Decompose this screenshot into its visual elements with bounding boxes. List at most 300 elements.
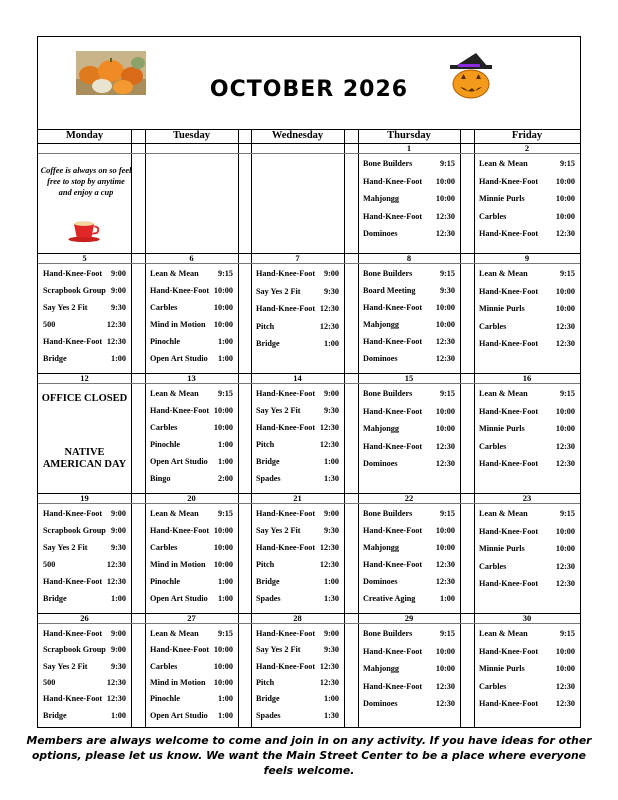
event-row (256, 287, 339, 296)
day-header-wednesday: Wednesday (271, 130, 324, 141)
event-time: 12:30 (319, 321, 339, 331)
event-name: Pinochle (150, 577, 181, 586)
event-name: Hand-Knee-Foot (479, 459, 539, 468)
event-row (256, 662, 339, 671)
event-name: Bingo (150, 474, 171, 483)
event-name: Lean & Mean (150, 629, 199, 638)
event-row (363, 229, 455, 238)
event-row (363, 194, 455, 203)
event-time: 12:30 (319, 661, 339, 671)
event-name: Mahjongg (363, 543, 399, 552)
event-time: 10:00 (435, 543, 455, 552)
event-name: Pitch (256, 678, 275, 687)
event-name: Hand-Knee-Foot (150, 406, 210, 415)
event-name: Spades (256, 710, 281, 720)
event-name: Hand-Knee-Foot (256, 629, 316, 638)
event-time: 1:00 (110, 710, 126, 720)
event-row (479, 407, 575, 416)
event-row (363, 699, 455, 708)
event-time: 12:30 (435, 459, 455, 468)
event-name: Hand-Knee-Foot (363, 406, 423, 416)
date-number: 12 (80, 373, 89, 383)
event-time: 12:30 (435, 577, 455, 586)
event-name: Pinochle (150, 337, 181, 346)
gap-divider (580, 129, 581, 727)
date-number: 29 (404, 613, 414, 623)
event-row (479, 647, 575, 656)
event-row (363, 303, 455, 312)
event-row (150, 389, 233, 398)
date-number: 1 (406, 143, 412, 153)
event-name: Lean & Mean (479, 389, 528, 398)
event-row (479, 287, 575, 296)
event-time: 10:00 (435, 406, 455, 416)
coffee-cup-icon (66, 219, 104, 243)
event-name: Mind in Motion (150, 560, 206, 569)
event-name: Mind in Motion (150, 678, 206, 687)
event-name: Spades (256, 474, 281, 483)
event-row (150, 629, 233, 638)
event-row (363, 682, 455, 691)
event-row (43, 694, 126, 703)
event-time: 10:00 (435, 320, 455, 329)
event-time: 9:15 (559, 269, 575, 278)
event-row (363, 442, 455, 451)
column-divider (145, 129, 146, 727)
event-row (43, 645, 126, 654)
event-name: Hand-Knee-Foot (43, 509, 103, 518)
event-row (256, 339, 339, 348)
event-time: 10:00 (435, 424, 455, 433)
date-row-divider (38, 503, 580, 504)
column-divider (251, 129, 252, 727)
date-number: 14 (293, 373, 302, 383)
event-time: 1:00 (217, 337, 233, 346)
event-row (256, 629, 339, 638)
event-row (479, 699, 575, 708)
event-row (150, 594, 233, 603)
event-name: Mahjongg (363, 194, 399, 203)
event-time: 9:30 (323, 406, 339, 415)
event-time: 9:00 (110, 509, 126, 518)
event-time: 12:30 (555, 321, 575, 331)
event-name: Minnie Purls (479, 424, 525, 433)
date-number: 6 (189, 253, 194, 263)
event-name: Lean & Mean (479, 509, 528, 518)
event-time: 9:15 (559, 509, 575, 518)
event-name: Hand-Knee-Foot (479, 176, 539, 186)
event-time: 12:30 (106, 320, 126, 329)
footer-note: Members are always welcome to come and join in on any activity. If you have ideas for other options, please let us know. We want the Main Street Center to be a place where everyone feels welcome. (26, 734, 592, 777)
event-time: 12:30 (106, 694, 126, 704)
date-number: 8 (406, 253, 412, 263)
event-row (479, 304, 575, 313)
event-time: 9:15 (559, 159, 575, 168)
event-row (150, 269, 233, 278)
event-row (363, 286, 455, 295)
event-name: Pitch (256, 440, 275, 449)
date-number: 2 (524, 143, 530, 153)
event-name: Bone Builders (363, 159, 413, 168)
event-row (479, 177, 575, 186)
office-closed-label: OFFICE CLOSED (41, 393, 128, 404)
date-number: 16 (522, 373, 532, 383)
event-name: Hand-Knee-Foot (363, 646, 423, 656)
event-row (363, 664, 455, 673)
coffee-note: Coffee is always on so feel free to stop by anytime and enjoy a cup (40, 166, 132, 197)
event-time: 10:00 (213, 320, 233, 329)
event-time: 1:00 (217, 440, 233, 449)
event-time: 10:00 (555, 646, 575, 656)
event-row (150, 354, 233, 363)
event-name: Bridge (256, 577, 280, 586)
event-row (479, 509, 575, 518)
event-name: Bridge (43, 710, 67, 720)
event-time: 10:00 (213, 560, 233, 569)
event-row (256, 711, 339, 720)
event-row (150, 577, 233, 586)
event-name: Minnie Purls (479, 664, 525, 673)
date-number: 27 (187, 613, 196, 623)
date-number: 19 (80, 493, 89, 503)
event-time: 9:00 (323, 629, 339, 638)
event-name: Bridge (43, 354, 67, 363)
event-time: 12:30 (555, 229, 575, 238)
event-row (363, 509, 455, 518)
event-time: 10:00 (555, 526, 575, 536)
event-time: 12:30 (555, 561, 575, 571)
event-row (150, 457, 233, 466)
event-row (363, 424, 455, 433)
event-time: 10:00 (435, 646, 455, 656)
event-name: Minnie Purls (479, 194, 525, 203)
event-time: 12:30 (106, 560, 126, 569)
event-name: Creative Aging (363, 594, 416, 603)
event-name: Hand-Knee-Foot (363, 560, 423, 569)
event-row (479, 579, 575, 588)
event-row (43, 711, 126, 720)
date-number: 5 (82, 253, 87, 263)
event-name: Hand-Knee-Foot (256, 661, 316, 671)
event-time: 9:30 (323, 645, 339, 655)
event-row (256, 694, 339, 703)
event-name: Lean & Mean (479, 159, 528, 168)
date-number: 9 (524, 253, 530, 263)
event-time: 12:30 (555, 441, 575, 451)
event-name: Lean & Mean (479, 269, 528, 278)
gap-divider (238, 129, 239, 727)
event-row (363, 269, 455, 278)
event-time: 1:00 (217, 577, 233, 586)
event-time: 12:30 (435, 560, 455, 569)
event-row (479, 322, 575, 331)
event-name: Hand-Knee-Foot (256, 509, 316, 518)
event-time: 12:30 (555, 579, 575, 588)
event-name: Spades (256, 594, 281, 603)
event-name: Minnie Purls (479, 304, 525, 313)
event-row (363, 337, 455, 346)
event-name: Bone Builders (363, 509, 413, 518)
event-row (256, 526, 339, 535)
event-name: Carbles (479, 321, 507, 331)
event-time: 1:00 (110, 594, 126, 603)
event-row (150, 423, 233, 432)
calendar-page (37, 36, 581, 728)
event-name: Lean & Mean (150, 389, 199, 398)
event-time: 9:30 (110, 661, 126, 671)
event-name: Carbles (150, 543, 178, 552)
event-time: 1:00 (217, 457, 233, 466)
event-name: Open Art Studio (150, 457, 208, 466)
event-name: Carbles (150, 303, 178, 312)
event-time: 12:30 (435, 699, 455, 708)
event-row (363, 212, 455, 221)
event-name: Say Yes 2 Fit (256, 406, 301, 415)
event-time: 10:00 (213, 406, 233, 415)
event-name: Hand-Knee-Foot (256, 304, 316, 313)
date-number: 20 (187, 493, 196, 503)
event-time: 10:00 (213, 303, 233, 312)
event-time: 9:00 (110, 286, 126, 295)
event-row (150, 711, 233, 720)
event-name: Bone Builders (363, 629, 413, 638)
event-row (43, 526, 126, 535)
date-number: 23 (522, 493, 532, 503)
event-name: Say Yes 2 Fit (43, 543, 88, 552)
event-name: Dominoes (363, 459, 398, 468)
event-row (363, 543, 455, 552)
event-row (256, 304, 339, 313)
event-name: Hand-Knee-Foot (256, 423, 316, 432)
event-row (256, 269, 339, 278)
event-time: 12:30 (435, 354, 455, 363)
event-time: 9:30 (110, 303, 126, 312)
event-time: 9:15 (439, 159, 455, 168)
event-name: Pitch (256, 321, 275, 331)
event-row (43, 269, 126, 278)
event-row (479, 159, 575, 168)
event-name: Hand-Knee-Foot (43, 337, 103, 346)
event-name: Lean & Mean (150, 269, 199, 278)
date-number: 15 (404, 373, 414, 383)
event-row (479, 629, 575, 638)
event-time: 1:00 (439, 594, 455, 603)
event-time: 9:00 (323, 389, 339, 398)
page-title: OCTOBER 2026 (209, 77, 409, 102)
event-time: 9:15 (217, 629, 233, 638)
event-time: 2:00 (217, 474, 233, 483)
event-row (256, 594, 339, 603)
event-name: Hand-Knee-Foot (43, 269, 103, 278)
event-row (479, 664, 575, 673)
day-header-friday: Friday (511, 130, 543, 141)
gap-divider (344, 129, 345, 727)
event-time: 12:30 (435, 337, 455, 346)
event-name: Carbles (479, 211, 507, 221)
event-row (43, 337, 126, 346)
event-name: Hand-Knee-Foot (43, 629, 103, 638)
event-time: 9:30 (323, 526, 339, 535)
event-time: 10:00 (555, 194, 575, 203)
event-name: Hand-Knee-Foot (479, 699, 539, 708)
event-name: Hand-Knee-Foot (43, 694, 103, 704)
event-row (150, 303, 233, 312)
event-time: 10:00 (555, 544, 575, 553)
event-name: Mind in Motion (150, 320, 206, 329)
event-name: Carbles (479, 681, 507, 691)
event-time: 12:30 (319, 440, 339, 449)
event-time: 10:00 (213, 286, 233, 295)
event-time: 10:00 (555, 211, 575, 221)
event-row (479, 339, 575, 348)
event-row (43, 662, 126, 671)
event-name: 500 (43, 320, 56, 329)
event-row (479, 212, 575, 221)
event-time: 1:00 (217, 594, 233, 603)
event-name: Dominoes (363, 577, 398, 586)
event-name: Carbles (479, 561, 507, 571)
event-time: 12:30 (106, 577, 126, 586)
event-time: 1:30 (323, 710, 339, 720)
event-row (150, 543, 233, 552)
event-row (256, 389, 339, 398)
event-time: 10:00 (213, 526, 233, 535)
event-row (479, 544, 575, 553)
event-time: 12:30 (319, 678, 339, 687)
event-time: 10:00 (555, 176, 575, 186)
event-row (479, 562, 575, 571)
event-time: 9:15 (439, 509, 455, 518)
event-name: Mahjongg (363, 424, 399, 433)
event-row (363, 407, 455, 416)
event-row (256, 406, 339, 415)
event-time: 9:00 (323, 509, 339, 518)
event-name: Pinochle (150, 440, 181, 449)
event-row (150, 286, 233, 295)
event-time: 9:00 (110, 645, 126, 655)
event-row (43, 594, 126, 603)
event-name: 500 (43, 560, 56, 569)
event-time: 1:00 (323, 339, 339, 348)
event-name: Open Art Studio (150, 710, 208, 720)
event-row (479, 229, 575, 238)
event-time: 1:00 (323, 457, 339, 466)
event-row (43, 509, 126, 518)
event-row (256, 457, 339, 466)
column-divider (474, 129, 475, 727)
event-row (479, 527, 575, 536)
date-row-divider (38, 623, 580, 624)
event-name: Say Yes 2 Fit (43, 661, 88, 671)
event-row (43, 577, 126, 586)
event-row (150, 406, 233, 415)
event-name: Dominoes (363, 699, 398, 708)
event-time: 12:30 (319, 560, 339, 569)
event-time: 10:00 (555, 424, 575, 433)
event-time: 10:00 (435, 664, 455, 673)
event-row (150, 509, 233, 518)
event-time: 9:00 (110, 629, 126, 638)
event-name: Board Meeting (363, 286, 416, 295)
event-name: Hand-Knee-Foot (363, 441, 423, 451)
event-time: 10:00 (555, 304, 575, 313)
event-time: 9:15 (439, 389, 455, 398)
event-name: Hand-Knee-Foot (479, 579, 539, 588)
event-name: Scrapbook Group (43, 526, 106, 535)
event-name: Hand-Knee-Foot (256, 543, 316, 552)
event-name: Scrapbook Group (43, 286, 106, 295)
date-row-divider (38, 263, 580, 264)
event-name: Hand-Knee-Foot (479, 646, 539, 656)
event-time: 12:30 (435, 681, 455, 691)
event-row (256, 645, 339, 654)
event-time: 12:30 (106, 337, 126, 346)
event-name: Say Yes 2 Fit (43, 303, 88, 312)
event-row (363, 320, 455, 329)
event-name: Hand-Knee-Foot (479, 286, 539, 296)
event-name: Mahjongg (363, 664, 399, 673)
event-time: 12:30 (435, 211, 455, 221)
event-time: 12:30 (555, 699, 575, 708)
event-row (150, 474, 233, 483)
event-row (150, 662, 233, 671)
day-header-thursday: Thursday (387, 130, 431, 141)
event-time: 9:00 (323, 269, 339, 278)
event-row (256, 543, 339, 552)
event-row (363, 389, 455, 398)
day-header-monday: Monday (65, 130, 104, 141)
date-row-divider (38, 383, 580, 384)
event-time: 1:00 (217, 710, 233, 720)
event-name: Hand-Knee-Foot (479, 406, 539, 416)
event-row (43, 286, 126, 295)
event-row (150, 337, 233, 346)
event-time: 12:30 (555, 681, 575, 691)
event-time: 9:15 (217, 269, 233, 278)
event-time: 10:00 (213, 423, 233, 432)
holiday-label: NATIVE AMERICAN DAY (42, 447, 127, 470)
event-name: Hand-Knee-Foot (479, 339, 539, 348)
event-name: Say Yes 2 Fit (256, 286, 301, 296)
event-time: 9:00 (110, 526, 126, 535)
gap-divider (460, 129, 461, 727)
event-row (479, 442, 575, 451)
calendar-header (38, 37, 580, 129)
event-name: 500 (43, 678, 56, 687)
event-row (363, 577, 455, 586)
date-number: 28 (293, 613, 302, 623)
event-time: 10:00 (435, 303, 455, 312)
event-time: 9:30 (110, 543, 126, 552)
event-time: 1:00 (110, 354, 126, 363)
event-time: 12:30 (555, 459, 575, 468)
event-name: Dominoes (363, 229, 398, 238)
event-name: Hand-Knee-Foot (43, 577, 103, 586)
date-number: 26 (80, 613, 89, 623)
event-row (43, 354, 126, 363)
event-time: 12:30 (555, 339, 575, 348)
event-row (150, 526, 233, 535)
date-number: 21 (293, 493, 302, 503)
event-name: Hand-Knee-Foot (256, 389, 316, 398)
event-name: Lean & Mean (150, 509, 199, 518)
event-name: Hand-Knee-Foot (479, 526, 539, 536)
event-time: 1:30 (323, 474, 339, 483)
event-row (479, 269, 575, 278)
event-name: Hand-Knee-Foot (363, 176, 423, 186)
jack-o-lantern-icon (446, 51, 496, 101)
event-row (256, 474, 339, 483)
